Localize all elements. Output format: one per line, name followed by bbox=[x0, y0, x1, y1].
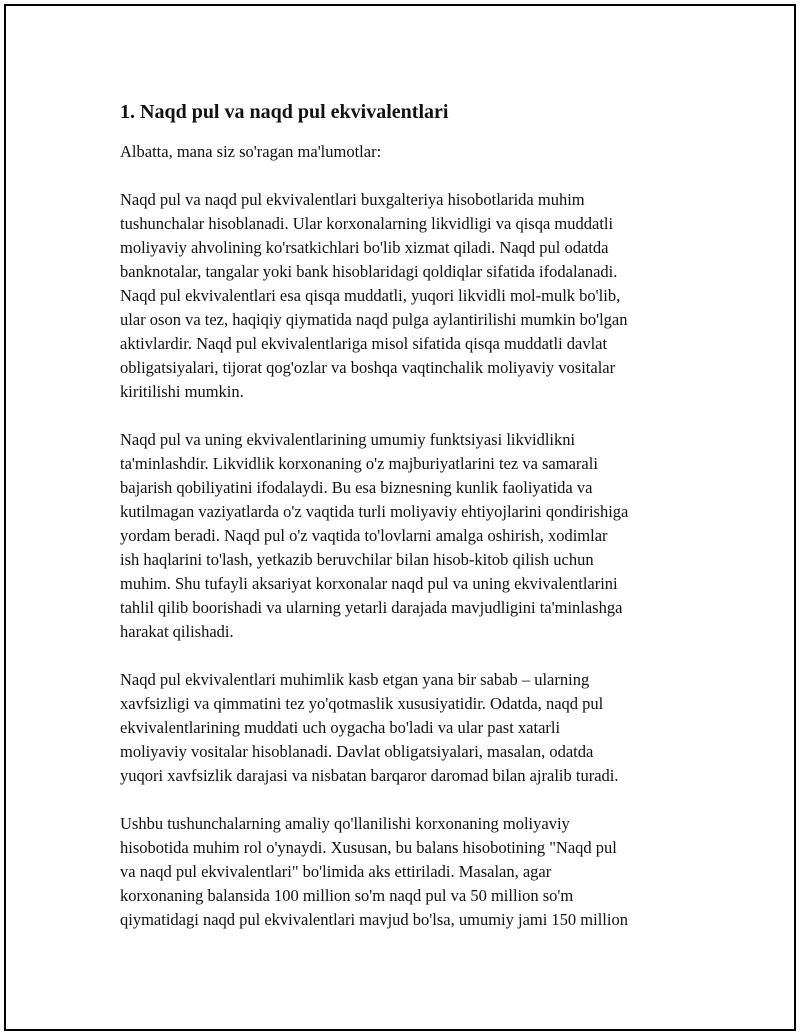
text-line: kiritilishi mumkin. bbox=[120, 382, 244, 401]
text-line: ekvivalentlarining muddati uch oygacha bo'ladi va ular past xatarli bbox=[120, 718, 561, 737]
page-frame bbox=[4, 4, 796, 1031]
text-line: tushunchalar hisoblanadi. Ular korxonalarning likvidligi va qisqa muddatli bbox=[120, 214, 614, 233]
text-line: qiymatidagi naqd pul ekvivalentlari mavjud bo'lsa, umumiy jami 150 million bbox=[120, 910, 628, 929]
text-line: yordam beradi. Naqd pul o'z vaqtida to'lovlarni amalga oshirish, xodimlar bbox=[120, 526, 608, 545]
text-line: ular oson va tez, haqiqiy qiymatida naqd pulga aylantirilishi mumkin bo'lgan bbox=[120, 310, 628, 329]
text-line: Naqd pul ekvivalentlari esa qisqa muddatli, yuqori likvidli mol-mulk bo'lib, bbox=[120, 286, 621, 305]
paragraph-3 bbox=[120, 668, 700, 788]
intro-line: Albatta, mana siz so'ragan ma'lumotlar: bbox=[120, 142, 382, 161]
text-line: Naqd pul va uning ekvivalentlarining umumiy funktsiyasi likvidlikni bbox=[120, 430, 576, 449]
paragraph-2 bbox=[120, 428, 700, 644]
text-line: hisobotida muhim rol o'ynaydi. Xususan, bu balans hisobotining "Naqd pul bbox=[120, 838, 617, 857]
text-line: harakat qilishadi. bbox=[120, 622, 234, 641]
text-line: muhim. Shu tufayli aksariyat korxonalar naqd pul va uning ekvivalentlarini bbox=[120, 574, 618, 593]
text-line: Naqd pul va naqd pul ekvivalentlari buxgalteriya hisobotlarida muhim bbox=[120, 190, 585, 209]
text-line: moliyaviy vositalar hisoblanadi. Davlat obligatsiyalari, masalan, odatda bbox=[120, 742, 594, 761]
text-line: banknotalar, tangalar yoki bank hisoblaridagi qoldiqlar sifatida ifodalanadi. bbox=[120, 262, 618, 281]
text-line: obligatsiyalari, tijorat qog'ozlar va boshqa vaqtinchalik moliyaviy vositalar bbox=[120, 358, 616, 377]
text-line: ish haqlarini to'lash, yetkazib beruvchilar bilan hisob-kitob qilish uchun bbox=[120, 550, 594, 569]
text-line: aktivlardir. Naqd pul ekvivalentlariga misol sifatida qisqa muddatli davlat bbox=[120, 334, 608, 353]
text-line: ta'minlashdir. Likvidlik korxonaning o'z majburiyatlarini tez va samarali bbox=[120, 454, 598, 473]
section-heading: 1. Naqd pul va naqd pul ekvivalentlari bbox=[120, 101, 449, 123]
text-line: Naqd pul ekvivalentlari muhimlik kasb etgan yana bir sabab – ularning bbox=[120, 670, 590, 689]
text-line: tahlil qilib boorishadi va ularning yetarli darajada mavjudligini ta'minlashga bbox=[120, 598, 623, 617]
text-line: moliyaviy ahvolining ko'rsatkichlari bo'lib xizmat qiladi. Naqd pul odatda bbox=[120, 238, 609, 257]
document-body bbox=[120, 98, 700, 956]
text-line: xavfsizligi va qimmatini tez yo'qotmaslik xususiyatidir. Odatda, naqd pul bbox=[120, 694, 604, 713]
text-line: yuqori xavfsizlik darajasi va nisbatan barqaror daromad bilan ajralib turadi. bbox=[120, 766, 619, 785]
text-line: korxonaning balansida 100 million so'm naqd pul va 50 million so'm bbox=[120, 886, 574, 905]
paragraph-1 bbox=[120, 188, 700, 404]
text-line: kutilmagan vaziyatlarda o'z vaqtida turli moliyaviy ehtiyojlarini qondirishiga bbox=[120, 502, 629, 521]
text-line: va naqd pul ekvivalentlari" bo'limida aks ettiriladi. Masalan, agar bbox=[120, 862, 552, 881]
text-line: bajarish qobiliyatini ifodalaydi. Bu esa biznesning kunlik faoliyatida va bbox=[120, 478, 593, 497]
text-line: Ushbu tushunchalarning amaliy qo'llanilishi korxonaning moliyaviy bbox=[120, 814, 570, 833]
paragraph-4 bbox=[120, 812, 700, 932]
